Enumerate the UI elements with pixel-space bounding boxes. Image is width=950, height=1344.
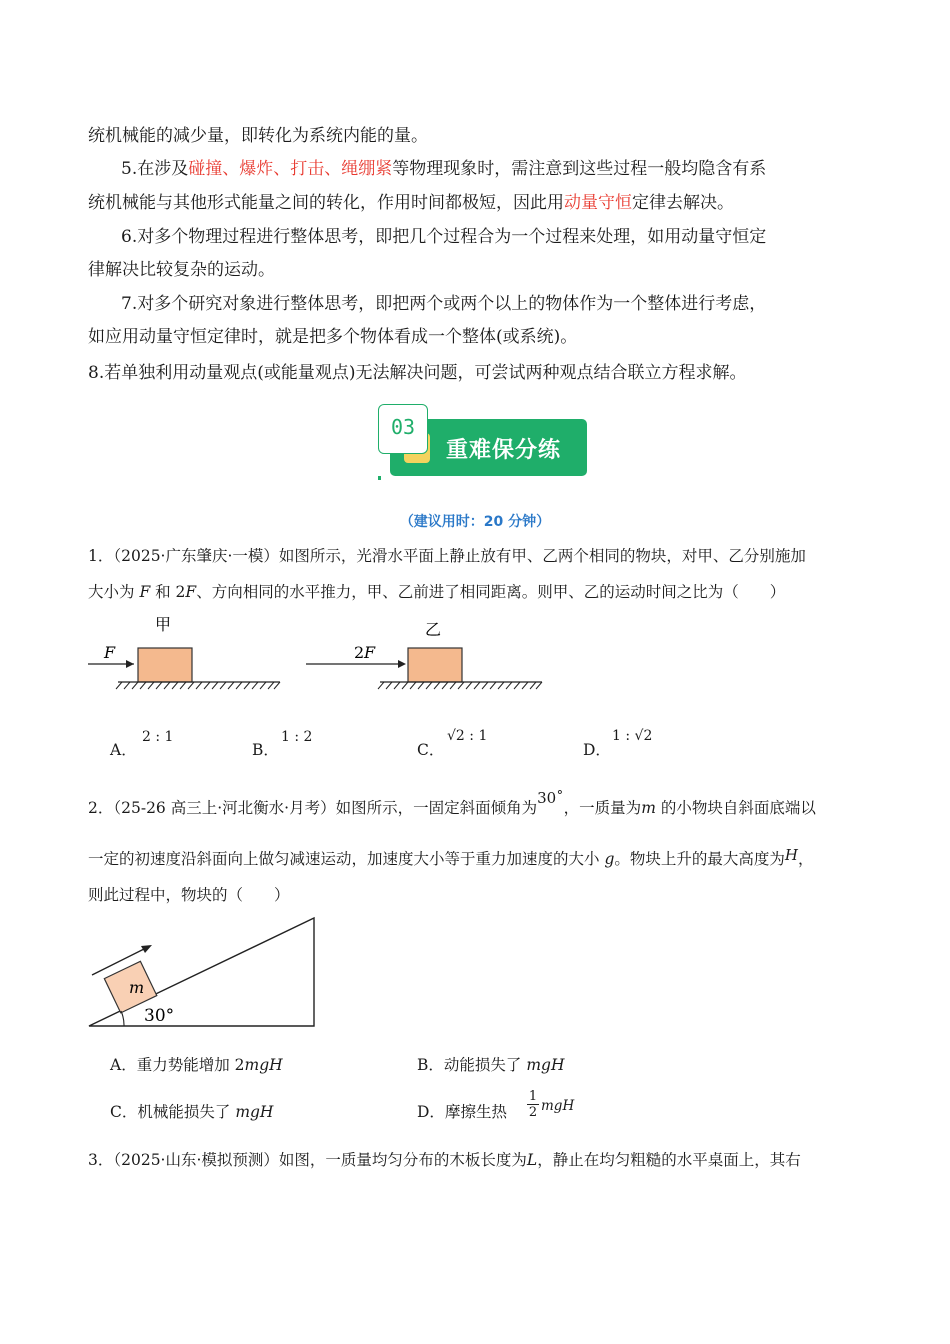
text: 。物块上升的最大高度为 [614,850,785,868]
option-label: C． [110,1103,138,1121]
math-var: F [139,583,151,601]
math-var: m [641,799,656,817]
text: 、方向相同的水平推力，甲、乙前进了相同距离。则甲、乙的运动时间之比为（ ） [196,583,786,601]
ground-hatching [378,682,542,689]
paragraph-7-cont: 如应用动量守恒定律时，就是把多个物体看成一个整体(或系统)。 [88,327,578,347]
block-jia [138,648,192,682]
math-expr: mgH [526,1056,565,1074]
block-mass-label: m [129,978,145,997]
ground-hatching [116,682,280,689]
math-var: g [604,850,615,868]
question-2-figure [86,915,326,1030]
highlight-text: 碰撞、爆炸、打击、绳绷紧 [188,159,393,179]
suggested-time: （建议用时：20 分钟） [399,514,551,530]
question-1-line2 [88,581,785,603]
math-var: L [526,1151,538,1169]
text: ，静止在均匀粗糙的水平桌面上，其右 [537,1151,801,1169]
angle-value: 30˚ [537,789,564,807]
block-label-yi: 乙 [425,620,442,639]
paragraph-6-cont: 律解决比较复杂的运动。 [88,260,275,280]
paragraph-8: 8.若单独利用动量观点(或能量观点)无法解决问题，可尝试两种观点结合联立方程求解。 [88,363,747,383]
text: ，一质量为 [563,799,642,817]
option-text: 机械能损失了 [137,1103,236,1121]
force-label: F [364,643,376,662]
force-arrowhead [398,660,406,668]
text: 等物理现象时，需注意到这些过程一般均隐含有系 [392,159,767,179]
option-c-value: √2 : 1 [447,728,488,744]
math-var: H [784,846,798,864]
option-b-label[interactable]: B． [252,741,279,759]
text: 统机械能与其他形式能量之间的转化，作用时间都极短，因此用 [88,193,564,213]
fraction [527,1089,539,1120]
section-banner [378,404,590,480]
block-label-jia: 甲 [155,615,172,634]
option-a[interactable] [110,1054,283,1076]
fraction-denominator: 2 [528,1105,538,1120]
option-d[interactable] [417,1101,507,1123]
math-expr: mgH [244,1056,283,1074]
option-label: D． [417,1103,445,1121]
question-1-figure [80,610,560,695]
question-1-line1: 1．（2025·广东肇庆·一模）如图所示，光滑水平面上静止放有甲、乙两个相同的物块，对甲、乙分别施加 [88,547,806,565]
text: 定律去解决。 [632,193,734,213]
text: ， [797,850,814,868]
option-b[interactable] [417,1054,564,1076]
text: 一定的初速度沿斜面向上做匀减速运动，加速度大小等于重力加速度的大小 [88,850,605,868]
paragraph-6: 6.对多个物理过程进行整体思考，即把几个过程合为一个过程来处理，如用动量守恒定 [121,227,767,247]
option-text: 动能损失了 [443,1056,527,1074]
option-label: A． [110,1056,137,1074]
paragraph-5-cont [88,192,734,214]
force-label-num: 2 [354,643,365,662]
option-text: 摩擦生热 [444,1103,507,1121]
paragraph-7: 7.对多个研究对象进行整体思考，即把两个或两个以上的物体作为一个整体进行考虑， [121,294,767,314]
question-2-line3: 则此过程中，物块的（ ） [88,886,290,904]
section-number: 03 [390,415,416,439]
highlight-text: 动量守恒 [564,193,632,213]
block-yi [408,648,462,682]
text: 3．（2025·山东·模拟预测）如图，一质量均匀分布的木板长度为 [88,1151,527,1169]
option-text: 重力势能增加 2 [136,1056,245,1074]
paragraph-5 [121,158,766,180]
option-c[interactable] [110,1101,273,1123]
text: 2．（25-26 高三上·河北衡水·月考）如图所示，一固定斜面倾角为 [88,799,538,817]
option-a-label[interactable]: A． [110,741,137,759]
section-title: 重难保分练 [446,438,562,463]
math-expr: mgH [541,1098,575,1114]
option-a-value: 2 : 1 [142,729,174,745]
text: 5.在涉及 [121,159,189,179]
section-number-box [378,404,428,454]
banner-dot [378,476,381,480]
fraction-numerator: 1 [528,1089,538,1104]
option-d-label[interactable]: D． [583,741,611,759]
option-label: B． [417,1056,444,1074]
question-3-line1 [88,1149,801,1171]
question-2-line1 [88,789,816,819]
angle-label: 30° [144,1006,175,1026]
option-b-value: 1 : 2 [281,729,313,745]
angle-arc [121,1011,124,1026]
option-c-label[interactable]: C． [417,741,445,759]
force-label: F [104,643,116,662]
option-d-value: 1 : √2 [612,728,653,744]
text: 大小为 [88,583,140,601]
math-var: F [185,583,197,601]
math-expr: mgH [235,1103,274,1121]
force-arrowhead [126,660,134,668]
text: 的小物块自斜面底端以 [655,799,816,817]
paragraph-line: 统机械能的减少量，即转化为系统内能的量。 [88,126,428,146]
text: 和 2 [150,583,186,601]
question-2-line2 [88,848,814,870]
